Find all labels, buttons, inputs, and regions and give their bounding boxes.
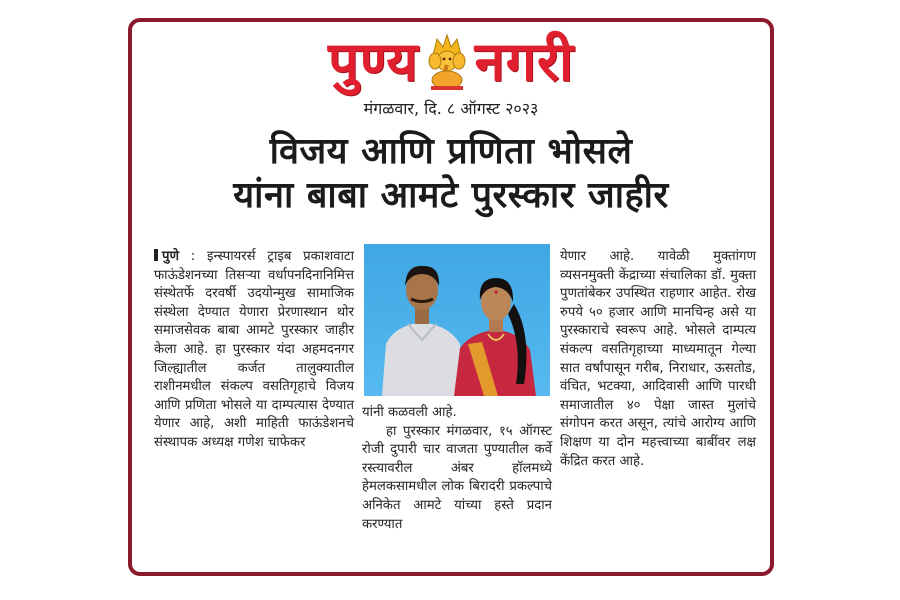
column-1-text: : इन्स्पायरर्स ट्राइब प्रकाशवाटा फाऊंडेशनच्या तिसऱ्या वर्धापनदिनानिमित्त संस्थेतर्फे दरवर्षी उदयोन्मुख सामाजिक संस्थेला देण्यात येणारा प्रेरणास्थान थोर समाजसेवक बाबा आमटे पुरस्कार जाहीर केला आहे. हा पुरस्कार यंदा अहमदनगर जिल्ह्यातील कर्जत तालुक्यातील राशीनमधील संकल्प वसतिगृहाचे विजय आणि प्रणिता भोसले या दाम्पत्यास देण्यात येणार आहे, अशी माहिती फाऊंडेशनचे संस्थापक अध्यक्ष गणेश चाफेकर bbox=[154, 249, 354, 450]
masthead-word-left: पुण्य bbox=[327, 30, 419, 93]
newspaper-masthead bbox=[132, 32, 770, 92]
dateline-place: पुणे bbox=[162, 249, 180, 264]
headline-line-1: विजय आणि प्रणिता भोसले bbox=[269, 131, 633, 172]
article-column-3 bbox=[560, 248, 756, 471]
bullet-marker bbox=[154, 249, 158, 261]
column-2-para-1: यांनी कळवली आहे. bbox=[362, 405, 457, 420]
article-headline bbox=[132, 130, 770, 218]
article-column-1 bbox=[154, 248, 354, 453]
column-2-para-2: हा पुरस्कार मंगळवार, १५ ऑगस्ट रोजी दुपारी चार वाजता पुण्यातील कर्वे रस्त्यावरील अंबर हॉलमध्ये हेमलकसामधील लोक बिरादरी प्रकल्पाचे अनिकेत आमटे यांच्या हस्ते प्रदान करण्यात bbox=[362, 423, 552, 532]
couple-photo bbox=[364, 244, 550, 396]
dateline: मंगळवार, दि. ८ ऑगस्ट २०२३ bbox=[363, 99, 539, 118]
article-column-2 bbox=[362, 404, 552, 534]
ganesh-idol-icon bbox=[423, 33, 471, 91]
news-clipping bbox=[128, 18, 774, 576]
headline-line-2: यांना बाबा आमटे पुरस्कार जाहीर bbox=[233, 175, 669, 216]
masthead-word-right: नगरी bbox=[474, 30, 575, 93]
column-3-text: येणार आहे. यावेळी मुक्तांगण व्यसनमुक्ती केंद्राच्या संचालिका डॉ. मुक्ता पुणतांबेकर उपस्थित राहणार आहेत. रोख रुपये ५० हजार आणि मानचिन्ह असे या पुरस्काराचे स्वरूप आहे. भोसले दाम्पत्य संकल्प वसतिगृहाच्या माध्यमातून गेल्या सात वर्षांपासून गरीब, निराधार, ऊसतोड, वंचित, भटक्या, आदिवासी आणि पारधी समाजातील ४० पेक्षा जास्त मुलांचे संगोपन करत असून, त्यांचे आरोग्य आणि शिक्षण या दोन महत्त्वाच्या बाबींवर लक्ष केंद्रित करत आहे. bbox=[560, 249, 756, 469]
